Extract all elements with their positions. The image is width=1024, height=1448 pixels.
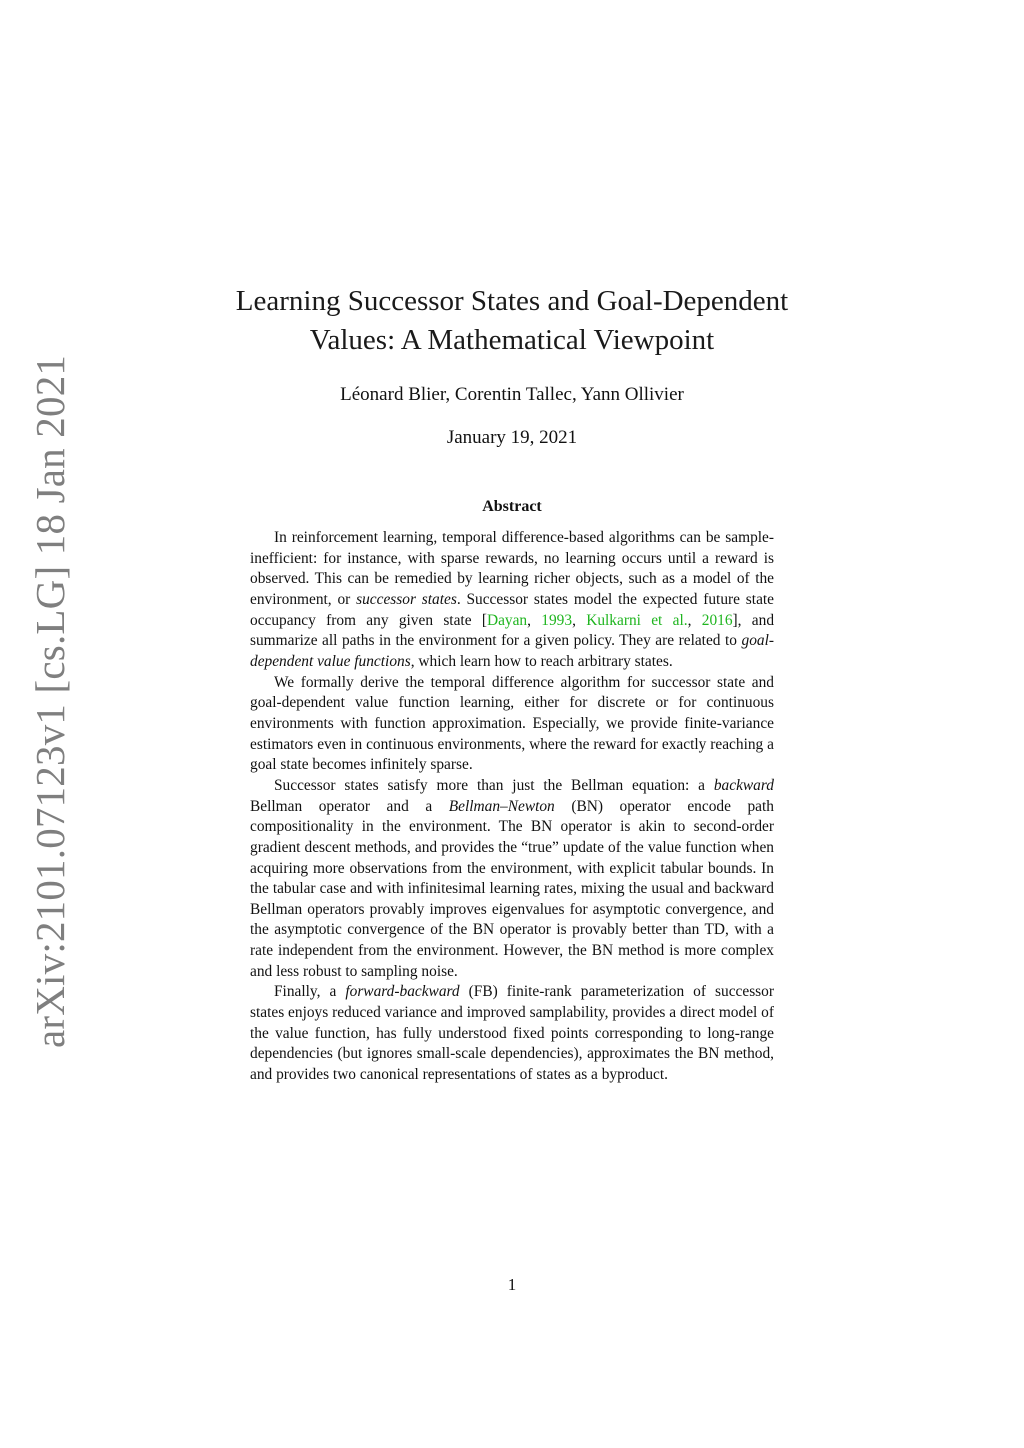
abstract-p1-text-4: , which learn how to reach arbitrary states. <box>410 652 673 670</box>
paper-title <box>200 282 824 360</box>
citation-separator: , <box>527 611 542 629</box>
citation-separator: , <box>687 611 702 629</box>
abstract-paragraph-4 <box>250 982 774 1085</box>
citation-link-kulkarni-year[interactable]: 2016 <box>701 611 733 629</box>
abstract-p3-text-3: (BN) operator encode path compositionality in the environment. The BN operator is akin to second-order gradient descent methods, and provides the “true” update of the value function when acquiring more observations from the environment, with explicit tabular bounds. In the tabular case and with infinitesimal learning rates, mixing the usual and backward Bellman operators provably improves eigenvalues for asymptotic convergence, and the asymptotic convergence of the BN operator is provably better than TD, with a rate independent from the environment. However, the BN method is more complex and less robust to sampling noise. <box>250 797 774 980</box>
abstract-paragraph-3 <box>250 776 774 983</box>
abstract-p3-emphasis-2: Bellman–Newton <box>448 797 555 815</box>
abstract-paragraph-2: We formally derive the temporal difference algorithm for successor state and goal-dependent value function learning, either for discrete or for continuous environments with function approximation. Especially, we provide finite-variance estimators even in continuous environments, where the reward for exactly reaching a goal state becomes infinitely sparse. <box>250 673 774 774</box>
citation-link-kulkarni[interactable]: Kulkarni et al. <box>586 611 688 629</box>
abstract-p1-text-3: ], and summarize all paths in the environment for a given policy. They are related to <box>250 611 775 650</box>
abstract-p4-text-1: Finally, a <box>274 983 346 1001</box>
publication-date: January 19, 2021 <box>446 427 578 448</box>
abstract-p1-emphasis-1: successor states <box>356 590 457 608</box>
abstract-paragraph-1 <box>250 528 774 673</box>
arxiv-identifier-stamp: arXiv:2101.07123v1 [cs.LG] 18 Jan 2021 <box>27 354 73 1048</box>
abstract-p1-emphasis-2: goal-dependent value functions <box>250 632 774 670</box>
abstract-body <box>250 528 774 1086</box>
abstract-p3-text-2: Bellman operator and a <box>250 797 449 815</box>
author-list: Léonard Blier, Corentin Tallec, Yann Ollivier <box>340 384 684 405</box>
abstract-p1-text-1: In reinforcement learning, temporal difference-based algorithms can be sample-inefficient: for instance, with sparse rewards, no learning occurs until a reward is observed. This can be remedied by learning richer objects, such as a model of the environment, or <box>250 529 774 608</box>
abstract-p4-text-2: (FB) finite-rank parameterization of successor states enjoys reduced variance and improved samplability, provides a direct model of the value function, has fully understood fixed points corresponding to long-range dependencies (but ignores small-scale dependencies), approximates the BN method, and provides two canonical representations of states as a byproduct. <box>250 983 774 1084</box>
abstract-heading: Abstract <box>482 498 542 515</box>
abstract-p3-text-1: Successor states satisfy more than just the Bellman equation: a <box>274 776 714 794</box>
abstract-p3-emphasis-1: backward <box>713 776 774 794</box>
abstract-p1-text-2: . Successor states model the expected future state occupancy from any given state [ <box>250 590 775 629</box>
paper-title-line-1: Learning Successor States and Goal-Dependent <box>235 285 789 317</box>
paper-title-line-2: Values: A Mathematical Viewpoint <box>309 324 715 356</box>
abstract-p4-emphasis-1: forward-backward <box>345 983 460 1001</box>
citation-link-dayan[interactable]: Dayan <box>486 611 528 629</box>
citation-separator: , <box>572 611 587 629</box>
citation-link-dayan-year[interactable]: 1993 <box>541 611 573 629</box>
page-number: 1 <box>507 1275 517 1294</box>
